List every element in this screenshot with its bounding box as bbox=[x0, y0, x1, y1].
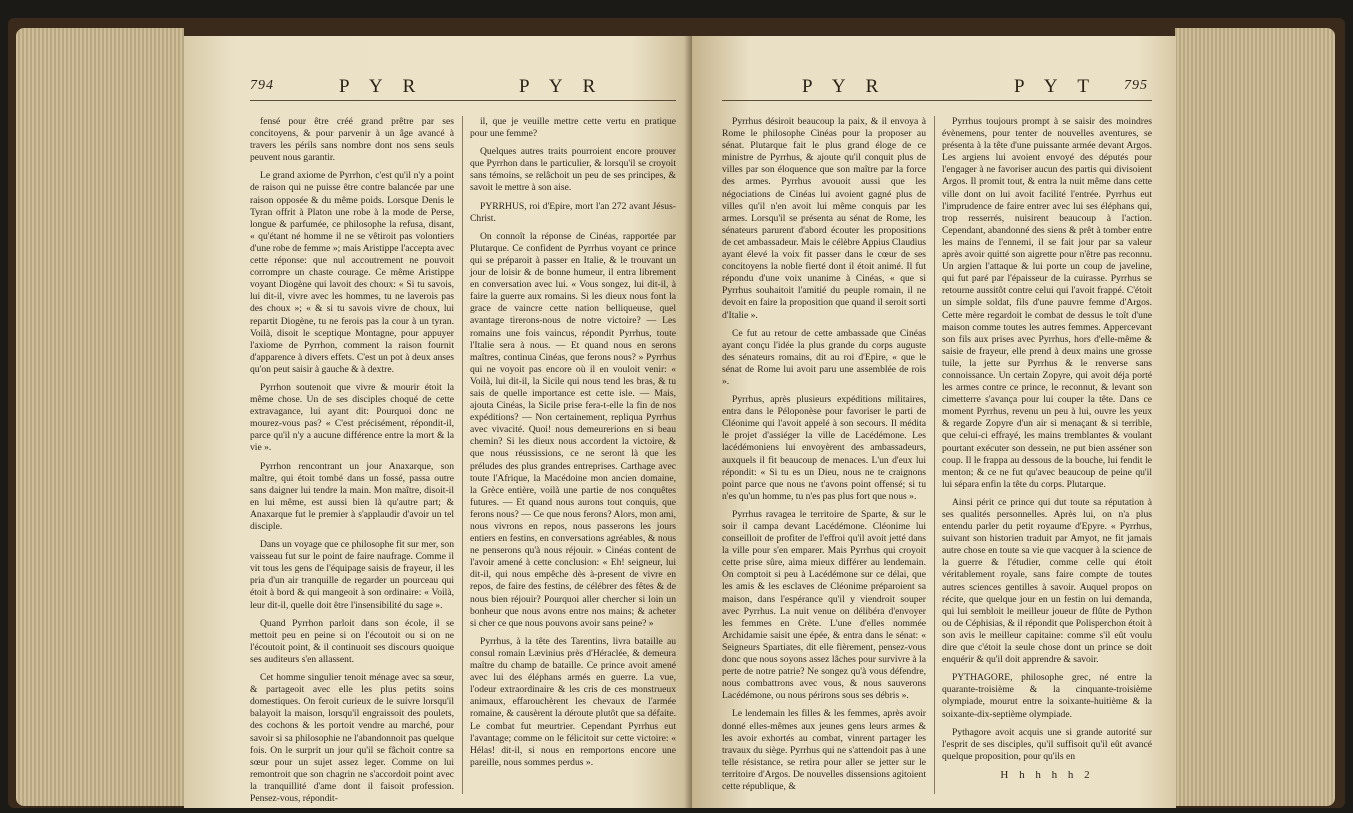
signature-mark: H h h h h 2 bbox=[1000, 768, 1094, 781]
left-column-divider bbox=[462, 116, 463, 794]
left-page-number: 794 bbox=[250, 78, 274, 93]
right-page bbox=[692, 36, 1176, 808]
entry-heading: PYTHAGORE, philosophe grec, né entre la quarante-troisième & la cinquante-troisième olympiade, mourut entre la soixante-huitième & la soixante-dix-septième olympiade. bbox=[942, 672, 1152, 720]
right-running-head-a: P Y R bbox=[802, 76, 887, 97]
right-page-number: 795 bbox=[1124, 78, 1148, 93]
paragraph: Quand Pyrrhon parloit dans son école, il se mettoit peu en peine si on l'écoutoit ou si on ne l'écoutoit point, & il continuoit ses discours quoique ses auditeurs s'en allassent. bbox=[250, 617, 454, 665]
right-running-head-b: P Y T bbox=[1014, 76, 1097, 97]
left-running-head-a: P Y R bbox=[339, 76, 424, 97]
paragraph: fensé pour être créé grand prêtre par ses concitoyens, & pour parvenir à un âge avancé à travers les périls sans nombre dont nos sens seuls peuvent nous garantir. bbox=[250, 116, 454, 164]
left-page bbox=[184, 36, 692, 808]
paragraph: Le grand axiome de Pyrrhon, c'est qu'il n'y a point de raison qui ne puisse être contre balancée par une raison opposée & du même poids. Lorsque Denis le Tyran offrit à Platon une robe à la mode de Perse, longue & parfumée, ce philosophe la refusa, disant, « qu'étant né homme il ne se vêtiroit pas volontiers d'une robe de femme »; mais Aristippe l'accepta avec cette réponse: que nul accoutrement ne pouvoit corrompre un chaste courage. Ce même Aristippe voyant Diogène qui lavoit des choux: « Si tu savois, lui dit-il, vivre avec les hommes, tu ne laverois pas des choux »; « & si tu savois vivre de choux, lui repartit Diogène, tu ne ferois pas la cour à un tyran. Voilà, disoit le sceptique Montagne, pour appuyer l'axiome de Pyrrhon, comment la raison fournit d'apparence à divers effets. C'est un pot à deux anses qu'on peut saisir à gauche & à dextre. bbox=[250, 170, 454, 375]
paragraph: Pythagore avoit acquis une si grande autorité sur l'esprit de ses disciples, qu'il suffisoit qu'il eût avancé quelque proposition, pour qu'ils en bbox=[942, 726, 1152, 762]
left-page-column-1 bbox=[250, 116, 454, 804]
paragraph: Pyrrhon rencontrant un jour Anaxarque, son maître, qui étoit tombé dans un fossé, passa outre sans daigner lui tendre la main. Mon maître, disoit-il en lui même, est aussi bien là qu'autre part; & Anaxarque fut le premier à s'applaudir d'avoir un tel disciple. bbox=[250, 460, 454, 532]
paragraph: Pyrrhus, à la tête des Tarentins, livra bataille au consul romain Lævinius près d'Héraclée, & demeura maître du champ de bataille. Ce prince avoit amené avec lui des éléphans armés en guerre. La vue, l'odeur extraordinaire & les cris de ces monstrueux animaux, effarouchèrent les chevaux de l'armée romaine, & causèrent la déroute plutôt que sa défaite. Le combat fut meurtrier. Cependant Pyrrhus eut l'avantage; comme on le félicitoit sur cette victoire: « Hélas! dit-il, si nous en remportons encore une pareille, nous sommes perdus ». bbox=[470, 635, 676, 768]
paragraph: il, que je veuille mettre cette vertu en pratique pour une femme? bbox=[470, 116, 676, 140]
paragraph: Ce fut au retour de cette ambassade que Cinéas ayant conçu l'idée la plus grande du corps auguste des sénateurs romains, dit au roi d'Epire, « que le sénat de Rome lui avoit paru une assemblée de rois ». bbox=[722, 327, 926, 387]
right-page-header bbox=[692, 78, 1176, 102]
left-page-header bbox=[184, 78, 692, 102]
paragraph: Ainsi périt ce prince qui dut toute sa réputation à ses qualités personnelles. Après lui, on n'a plus entendu parler du petit royaume d'Epyre. « Pyrrhus, suivant son historien traduit par Amyot, ne fit jamais autre chose en toute sa vie que vacquer à la science de la guerre & l'étudier, comme celle qui étoit véritablement royale, sans faire compte de toutes autres sciences gentilles à savoir. Auquel propos on récite, que quelque jour en un festin on lui demanda, qui lui sembloit le meilleur joueur de flûte de Python ou de Céphisias, & il répondit que Polisperchon étoit à son avis le meilleur capitaine: comme s'il eût voulu dire que c'étoit la seule chose dont un prince se doit enquérir & qu'il doit apprendre & savoir. bbox=[942, 496, 1152, 666]
left-page-column-2 bbox=[470, 116, 676, 796]
paragraph: Quelques autres traits pourroient encore prouver que Pyrrhon dans le particulier, & lorsqu'il se croyoit sans témoins, se relâchoit un peu de ses principes, & savoit le mettre à son aise. bbox=[470, 146, 676, 194]
paragraph: Pyrrhus, après plusieurs expéditions militaires, entra dans le Péloponèse pour favoriser le parti de Cléonime qui l'avoit appelé à son secours. Il médita le projet d'assiéger la ville de Lacédémone. Les lacédémoniens lui envoyèrent des ambassadeurs, auxquels il fit beaucoup de menaces. L'un d'eux lui répondit: « Si tu es un Dieu, nous ne te craignons point parce que nous ne t'avons point offensé; si tu n'es qu'un homme, tu n'es pas plus fort que nous ». bbox=[722, 394, 926, 502]
entry-heading: PYRRHUS, roi d'Epire, mort l'an 272 avant Jésus-Christ. bbox=[470, 200, 676, 224]
paragraph: Pyrrhus désiroit beaucoup la paix, & il envoya à Rome le philosophe Cinéas pour la proposer au sénat. Plutarque fait le plus grand éloge de ce ministre de Pyrrhus, & ajoute qu'il conquit plus de villes par son éloquence que son maître par la force des armes. Pyrrhus avouoit aussi que les négociations de Cinéas lui avoient gagné plus de villes qu'il n'en avoit lui même conquis par les armes. Lorsqu'il se présenta au sénat de Rome, les sénateurs parurent d'abord écouter les propositions de cet ambassadeur. Mais le célèbre Appius Claudius ayant élevé la voix fit passer dans le cœur de ses concitoyens la noble fierté dont il étoit animé. Il fut répondu d'une voix unanime à Cinéas, « que si Pyrrhus souhaitoit l'amitié du peuple romain, il ne devoit en faire la proposition que quand il seroit sorti d'Italie ». bbox=[722, 116, 926, 321]
paragraph: Dans un voyage que ce philosophe fit sur mer, son vaisseau fut sur le point de faire naufrage. Comme il vit tous les gens de l'équipage saisis de frayeur, il les pria d'un air tranquille de regarder un pourceau qui étoit à bord & qui mangeoit à son ordinaire: « Voilà, leur dit-il, quelle doit être l'insensibilité du sage ». bbox=[250, 539, 454, 611]
paragraph: Pyrrhus toujours prompt à se saisir des moindres évènemens, pour tenter de nouvelles aventures, se présenta à la tête d'une puissante armée devant Argos. Les argiens lui avoient envoyé des députés pour l'engager à ne favoriser aucun des partis qui divisoient Argos. Il promit tout, & entra la nuit même dans cette ville dont on lui avoit facilité l'entrée. Pyrrhus eut l'imprudence de faire entrer avec lui ses éléphans qui, trop resserrés, nuisirent beaucoup à l'action. Cependant, abandonné des siens & prêt à tomber entre les mains de l'ennemi, il se fait jour par sa valeur après avoir quitté son aigrette pour n'être pas reconnu. Un argien l'attaque & lui porte un coup de javeline, qui fut paré par l'épaisseur de la cuirasse. Pyrrhus se retourne aussitôt contre celui qui l'avoit frappé. C'étoit un simple soldat, fils d'une pauvre femme d'Argos. Cette mère regardoit le combat de dessus le toît d'une maison comme toutes les autres femmes. Appercevant son fils aux prises avec Pyrrhus, hors d'elle-même & saisie de frayeur, elle prend à deux mains une grosse tuile, la jette sur Pyrrhus & le renverse sans connoissance. Un certain Zopyre, qui avoit déja porté les armes contre ce prince, le reconnut, & levant son cimetterre s'avança pour lui couper la tête. Dans ce moment Pyrrhus, revenu un peu à lui, ouvre les yeux & regarde Zopyre d'un air si menaçant & si terrible, que celui-ci effrayé, les mains tremblantes & voulant pourtant exécuter son dessein, ne put bien asséner son coup. Il le frappa au dessous de la bouche, lui fendit le menton; & ce ne fut qu'avec beaucoup de peine qu'il lui sépara enfin la tête du corps. Plutarque. bbox=[942, 116, 1152, 490]
right-column-divider bbox=[934, 116, 935, 794]
right-page-column-2 bbox=[942, 116, 1152, 796]
page-edges-left bbox=[16, 28, 184, 806]
paragraph: Pyrrhon soutenoit que vivre & mourir étoit la même chose. Un de ses disciples choqué de cette extravagance, lui ayant dit: Pourquoi donc ne mourez-vous pas? « C'est précisément, répondit-il, parce qu'il n'y a aucune différence entre la mort & la vie ». bbox=[250, 381, 454, 454]
left-running-head-b: P Y R bbox=[519, 76, 604, 97]
page-edges-right bbox=[1175, 28, 1335, 806]
right-header-rule bbox=[722, 100, 1152, 101]
right-page-column-1 bbox=[722, 116, 926, 796]
paragraph: Pyrrhus ravagea le territoire de Sparte, & sur le soir il campa devant Lacédémone. Cléonime lui conseilloit de profiter de l'effroi qu'il avoit jetté dans la ville pour s'en emparer. Mais Pyrrhus qui croyoit cette prise sûre, aima mieux différer au lendemain. On comptoit si peu à Lacédémone sur ce délai, que les amis & les esclaves de Cléonime préparoient sa maison, dans l'espérance qu'il y viendroit souper avec Pyrrhus. La nuit venue on délibéra d'envoyer les femmes en Crète. L'une d'elles nommée Archidamie saisit une épée, & entra dans le sénat: « Seigneurs Spartiates, dit elle fièrement, pensez-vous donc que nous soyons assez lâches pour survivre à la perte de notre patrie? Ne songez qu'à vous défendre, nous combattrons avec vous, & nous sauverons Lacédémone, ou nous périrons sous ses débris ». bbox=[722, 508, 926, 702]
left-header-rule bbox=[250, 100, 676, 101]
paragraph: On connoît la réponse de Cinéas, rapportée par Plutarque. Ce confident de Pyrrhus voyant ce prince qui se préparoit à passer en Italie, & le trouvant un jour de loisir & de bonne humeur, il entra librement en conversation avec lui. « Vous songez, lui dit-il, à faire la guerre aux romains. Si les dieux nous font la grace de vaincre cette nation belliqueuse, quel avantage tirerons-nous de notre victoire? — Les romains une fois vaincus, répondit Pyrrhus, toute l'Italie sera à nous. — Et quand nous en serons maîtres, continua Cinéas, que ferons nous? » Pyrrhus qui ne voyoit pas encore où il en vouloit venir: « Voilà, lui dit-il, la Sicile qui nous tend les bras, & tu sais de quelle importance est cette isle. — Mais, ajouta Cinéas, la Sicile prise fera-t-elle la fin de nos expéditions? — Non certainement, repliqua Pyrrhus avec vivacité. Quoi! nous demeurerions en si beau chemin? Si les dieux nous accordent la victoire, & que nous réussissions, ce ne seront là que les préludes des plus grandes entreprises. Carthage avec toute l'Afrique, la Macédoine mon ancien domaine, la Grèce entière, voilà une partie de nos conquêtes futures. — Et quand nous aurons tout conquis, que ferons nous? — Ce que nous ferons? Alors, mon ami, nous vivrons en repos, nous passerons les jours entiers en festins, en conversations agréables, & nous ne penserons qu'à nous réjouir. » Cinéas content de l'avoir amené à cette conclusion: « Eh! seigneur, lui dit-il, qui nous empêche dès à-present de vivre en repos, de faire des festins, de célébrer des fêtes & de nous bien réjouir? Pourquoi aller chercher si loin un bonheur que nous avons entre nos mains; & acheter si cher ce que nous pouvons avoir sans peine? » bbox=[470, 230, 676, 629]
paragraph: Le lendemain les filles & les femmes, après avoir donné elles-mêmes aux jeunes gens leurs armes & les avoir exhortés au combat, vinrent partager les travaux du siège. Pyrrhus qui ne s'attendoit pas à une telle résistance, se retira pour aller se jetter sur le territoire d'Argos. De nouvelles dissensions agitoient cette république, & bbox=[722, 708, 926, 792]
paragraph: Cet homme singulier tenoit ménage avec sa sœur, & partageoit avec elle les plus petits soins domestiques. On feroit curieux de le suivre lorsqu'il balayoit la maison, lorsqu'il engraissoit des poulets, des cochons & les portoit vendre au marché, pour savoir si sa philosophie ne l'abandonnoit pas quelque fois. On le surprit un jour qu'il se fâchoit contre sa sœur pour un sujet assez leger. Comme on lui remontroit que son chagrin ne s'accordoit point avec la tranquillité d'ame dont il faisoit profession. Pensez-vous, répondit- bbox=[250, 672, 454, 804]
